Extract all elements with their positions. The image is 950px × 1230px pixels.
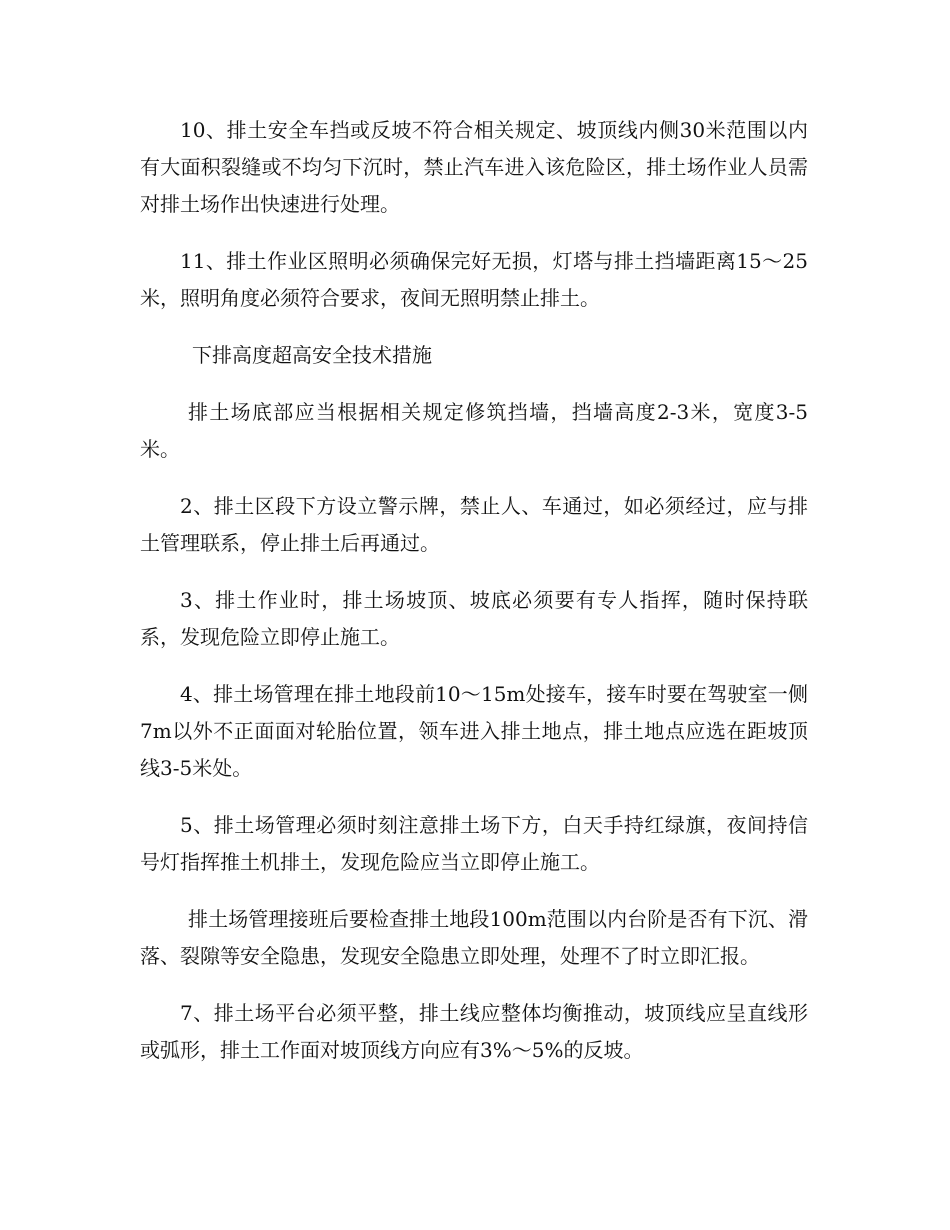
- paragraph-shift-handover: 排土场管理接班后要检查排土地段100m范围以内台阶是否有下沉、滑落、裂隙等安全隐患，发现安全隐患立即处理，处理不了时立即汇报。: [140, 907, 808, 968]
- paragraph-retaining-wall: 排土场底部应当根据相关规定修筑挡墙，挡墙高度2-3米，宽度3-5米。: [140, 400, 808, 461]
- document-body: [140, 112, 808, 1069]
- paragraph-10: 10、排土安全车挡或反坡不符合相关规定、坡顶线内侧30米范围以内有大面积裂缝或不均匀下沉时，禁止汽车进入该危险区，排土场作业人员需对排土场作出快速进行处理。: [140, 118, 808, 216]
- paragraph-2: 2、排土区段下方设立警示牌，禁止人、车通过，如必须经过，应与排土管理联系，停止排土后再通过。: [140, 494, 808, 555]
- paragraph-11: 11、排土作业区照明必须确保完好无损，灯塔与排土挡墙距离15～25米，照明角度必须符合要求，夜间无照明禁止排土。: [140, 249, 808, 310]
- paragraph-3: 3、排土作业时，排土场坡顶、坡底必须要有专人指挥，随时保持联系，发现危险立即停止施工。: [140, 588, 808, 649]
- paragraph-7: 7、排土场平台必须平整，排土线应整体均衡推动，坡顶线应呈直线形或弧形，排土工作面对坡顶线方向应有3%～5%的反坡。: [140, 1001, 808, 1062]
- paragraph-5: 5、排土场管理必须时刻注意排土场下方，白天手持红绿旗，夜间持信号灯指挥推土机排土，发现危险应当立即停止施工。: [140, 813, 808, 874]
- paragraph-4: 4、排土场管理在排土地段前10～15m处接车，接车时要在驾驶室一侧7m以外不正面面对轮胎位置，领车进入排土地点，排土地点应选在距坡顶线3-5米处。: [140, 682, 808, 780]
- section-heading: 下排高度超高安全技术措施: [192, 343, 432, 367]
